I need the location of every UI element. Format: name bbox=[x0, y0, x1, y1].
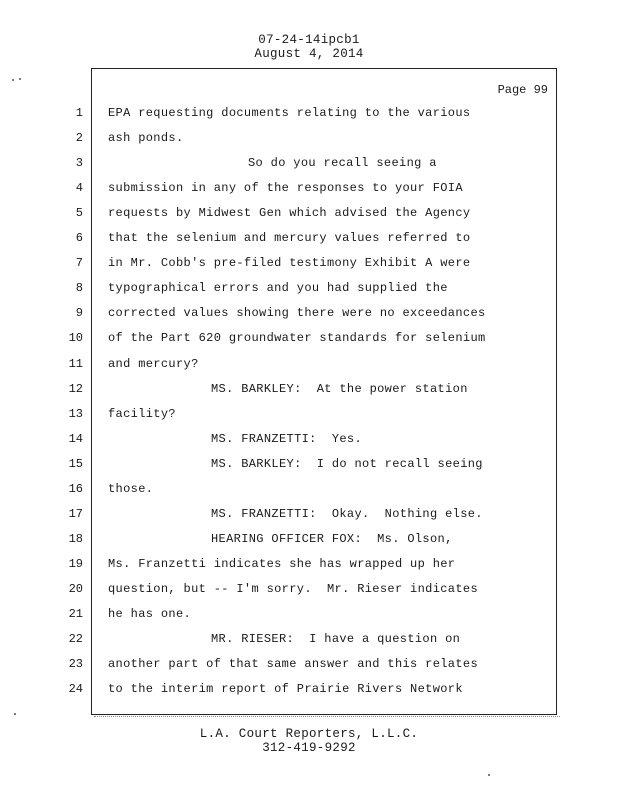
transcript-line bbox=[0, 582, 618, 607]
line-text: of the Part 620 groundwater standards for selenium bbox=[108, 331, 486, 346]
line-number: 8 bbox=[75, 281, 83, 296]
line-number: 2 bbox=[75, 131, 83, 146]
transcript-line bbox=[0, 131, 618, 156]
line-number: 15 bbox=[68, 456, 83, 471]
line-number: 3 bbox=[75, 156, 83, 171]
transcript-line bbox=[0, 106, 618, 131]
line-text: typographical errors and you had supplied the bbox=[108, 281, 448, 296]
transcript-line bbox=[0, 231, 618, 256]
line-number: 7 bbox=[75, 256, 83, 271]
line-text: MS. FRANZETTI: Okay. Nothing else. bbox=[211, 506, 483, 521]
line-number: 5 bbox=[75, 206, 83, 221]
line-text: question, but -- I'm sorry. Mr. Rieser indicates bbox=[108, 581, 479, 596]
line-text: in Mr. Cobb's pre-filed testimony Exhibit A were bbox=[108, 256, 471, 271]
line-number: 13 bbox=[68, 406, 83, 421]
line-number: 22 bbox=[68, 632, 83, 647]
line-text: he has one. bbox=[108, 607, 192, 621]
line-text: corrected values showing there were no exceedances bbox=[108, 306, 486, 321]
line-number: 19 bbox=[68, 556, 83, 571]
line-number: 12 bbox=[68, 381, 83, 396]
line-number: 20 bbox=[68, 581, 83, 596]
transcript-line bbox=[0, 457, 618, 482]
transcript-line bbox=[0, 331, 618, 356]
line-text: HEARING OFFICER FOX: Ms. Olson, bbox=[211, 531, 453, 546]
line-text: MS. BARKLEY: I do not recall seeing bbox=[211, 456, 483, 471]
header-case-id: 07-24-14ipcb1 bbox=[258, 33, 360, 47]
line-text: EPA requesting documents relating to the various bbox=[108, 106, 471, 120]
line-text: Ms. Franzetti indicates she has wrapped up her bbox=[108, 556, 456, 571]
transcript-line bbox=[0, 432, 618, 457]
line-text: So do you recall seeing a bbox=[248, 156, 437, 171]
line-number: 23 bbox=[68, 657, 83, 672]
line-number: 17 bbox=[68, 506, 83, 521]
line-text: those. bbox=[108, 481, 154, 496]
scan-speck bbox=[19, 78, 21, 80]
line-text: MR. RIESER: I have a question on bbox=[211, 632, 461, 647]
line-text: ash ponds. bbox=[108, 131, 184, 146]
line-number: 11 bbox=[68, 356, 83, 371]
scan-speck bbox=[14, 713, 16, 715]
line-text: MS. BARKLEY: At the power station bbox=[211, 381, 468, 396]
footer-phone: 312-419-9292 bbox=[262, 741, 356, 755]
frame-shadow bbox=[94, 716, 560, 719]
transcript-line bbox=[0, 507, 618, 532]
transcript-line bbox=[0, 206, 618, 231]
line-text: and mercury? bbox=[108, 356, 199, 371]
header-date: August 4, 2014 bbox=[254, 47, 364, 61]
transcript-line bbox=[0, 532, 618, 557]
line-text: that the selenium and mercury values referred to bbox=[108, 231, 471, 246]
line-number: 4 bbox=[75, 181, 83, 196]
transcript-line bbox=[0, 657, 618, 682]
transcript-line bbox=[0, 607, 618, 632]
transcript-line bbox=[0, 181, 618, 206]
transcript-line bbox=[0, 357, 618, 382]
line-text: submission in any of the responses to your FOIA bbox=[108, 181, 463, 196]
line-number: 1 bbox=[75, 106, 83, 120]
transcript-line bbox=[0, 306, 618, 331]
transcript-line bbox=[0, 407, 618, 432]
transcript-line bbox=[0, 557, 618, 582]
page-label: Page 99 bbox=[497, 83, 548, 97]
line-number: 16 bbox=[68, 481, 83, 496]
scan-speck bbox=[12, 79, 14, 81]
line-number: 18 bbox=[68, 531, 83, 546]
transcript-line bbox=[0, 281, 618, 306]
line-text: facility? bbox=[108, 406, 176, 421]
line-text: MS. FRANZETTI: Yes. bbox=[211, 431, 363, 446]
line-number: 14 bbox=[68, 431, 83, 446]
line-text: to the interim report of Prairie Rivers Network bbox=[108, 682, 463, 697]
transcript-line bbox=[0, 632, 618, 657]
line-text: another part of that same answer and this relates bbox=[108, 657, 479, 672]
line-number: 24 bbox=[68, 682, 83, 697]
line-number: 10 bbox=[68, 331, 83, 346]
line-number: 6 bbox=[75, 231, 83, 246]
transcript-line bbox=[0, 682, 618, 707]
transcript-line bbox=[0, 382, 618, 407]
transcript-line bbox=[0, 156, 618, 181]
line-text: requests by Midwest Gen which advised the Agency bbox=[108, 206, 471, 221]
footer-reporter: L.A. Court Reporters, L.L.C. bbox=[199, 727, 419, 741]
transcript-line bbox=[0, 482, 618, 507]
line-number: 21 bbox=[68, 607, 83, 621]
scan-speck bbox=[488, 774, 490, 776]
line-number: 9 bbox=[75, 306, 83, 321]
transcript-line bbox=[0, 256, 618, 281]
